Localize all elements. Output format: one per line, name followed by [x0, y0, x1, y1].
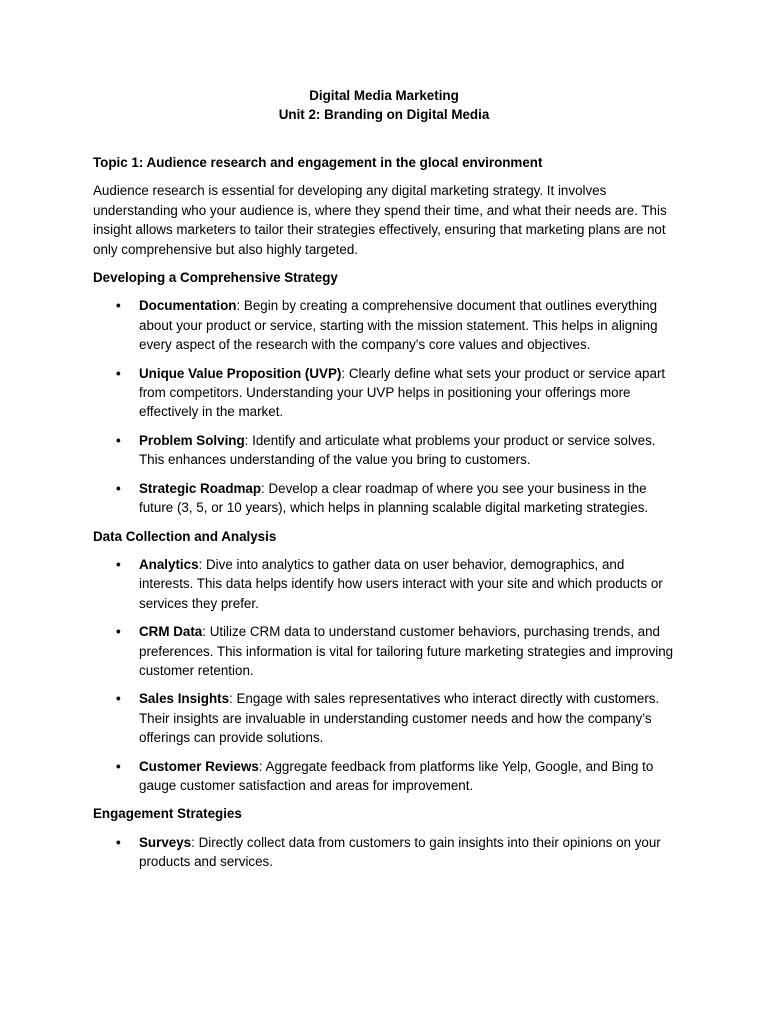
- bullet-icon: •: [116, 691, 121, 707]
- document-subtitle: Unit 2: Branding on Digital Media: [278, 107, 490, 122]
- section-heading: Data Collection and Analysis: [93, 528, 277, 544]
- item-term: Analytics: [139, 556, 199, 572]
- list-item: [93, 431, 675, 470]
- item-text: : Develop a clear roadmap of where you see your business in the future (3, 5, or 10 years), which helps in planning scalable digital marketing strategies.: [139, 480, 649, 516]
- document-content: [93, 86, 675, 881]
- bullet-icon: •: [116, 365, 121, 381]
- item-text: : Identify and articulate what problems your product or service solves. This enhances understanding of the value you bring to customers.: [139, 432, 656, 468]
- list-item: [93, 296, 675, 354]
- item-text: : Aggregate feedback from platforms like Yelp, Google, and Bing to gauge customer satisfaction and areas for improvement.: [139, 758, 654, 793]
- list-item: [93, 364, 675, 422]
- bullet-list: [93, 296, 675, 517]
- item-text: : Directly collect data from customers to gain insights into their opinions on your products and services.: [139, 834, 661, 870]
- item-term: Problem Solving: [139, 432, 245, 448]
- bullet-icon: •: [116, 758, 121, 774]
- item-text: : Clearly define what sets your product or service apart from competitors. Understanding your UVP helps in positioning your offerings more effectively in the market.: [139, 365, 666, 420]
- item-term: Surveys: [139, 834, 192, 850]
- item-text: : Utilize CRM data to understand customer behaviors, purchasing trends, and preferences. This information is vital for tailoring future marketing strategies and improving customer retention.: [139, 624, 674, 678]
- bullet-icon: •: [116, 432, 121, 448]
- section-heading: Developing a Comprehensive Strategy: [93, 270, 338, 286]
- bullet-list: [93, 833, 675, 872]
- document-title: Digital Media Marketing: [309, 88, 459, 103]
- bullet-icon: •: [116, 480, 121, 496]
- intro-paragraph: Audience research is essential for developing any digital marketing strategy. It involves understanding who your audience is, where they spend their time, and what their needs are. This insight allows marketers to tailor their strategies effectively, ensuring that marketing plans are not only comprehensive but also highly targeted.: [93, 183, 667, 257]
- list-item: [93, 622, 675, 680]
- item-term: Unique Value Proposition (UVP): [139, 365, 342, 381]
- item-term: Strategic Roadmap: [139, 480, 262, 496]
- item-text: : Engage with sales representatives who interact directly with customers. Their insights are invaluable in understanding customer needs and how the company’s offerings can provide solutions.: [139, 691, 660, 746]
- list-item: [93, 833, 675, 872]
- bullet-icon: •: [116, 834, 121, 850]
- list-item: [93, 479, 675, 518]
- list-item: [93, 757, 675, 796]
- list-item: [93, 555, 675, 613]
- topic-heading: Topic 1: Audience research and engagement in the glocal environment: [93, 155, 543, 170]
- item-term: Customer Reviews: [139, 758, 259, 774]
- title-block: [93, 86, 675, 124]
- bullet-icon: •: [116, 298, 121, 314]
- list-item: [93, 689, 675, 747]
- item-text: : Dive into analytics to gather data on user behavior, demographics, and interests. This data helps identify how users interact with your site and which products or services they prefer.: [139, 556, 663, 611]
- item-text: : Begin by creating a comprehensive document that outlines everything about your product or service, starting with the mission statement. This helps in aligning every aspect of the research with the company's core values and objectives.: [139, 298, 658, 353]
- bullet-list: [93, 555, 675, 795]
- item-term: Documentation: [139, 298, 237, 314]
- bullet-icon: •: [116, 556, 121, 572]
- section-heading: Engagement Strategies: [93, 806, 242, 822]
- item-term: CRM Data: [139, 624, 203, 640]
- item-term: Sales Insights: [139, 691, 230, 707]
- bullet-icon: •: [116, 624, 121, 640]
